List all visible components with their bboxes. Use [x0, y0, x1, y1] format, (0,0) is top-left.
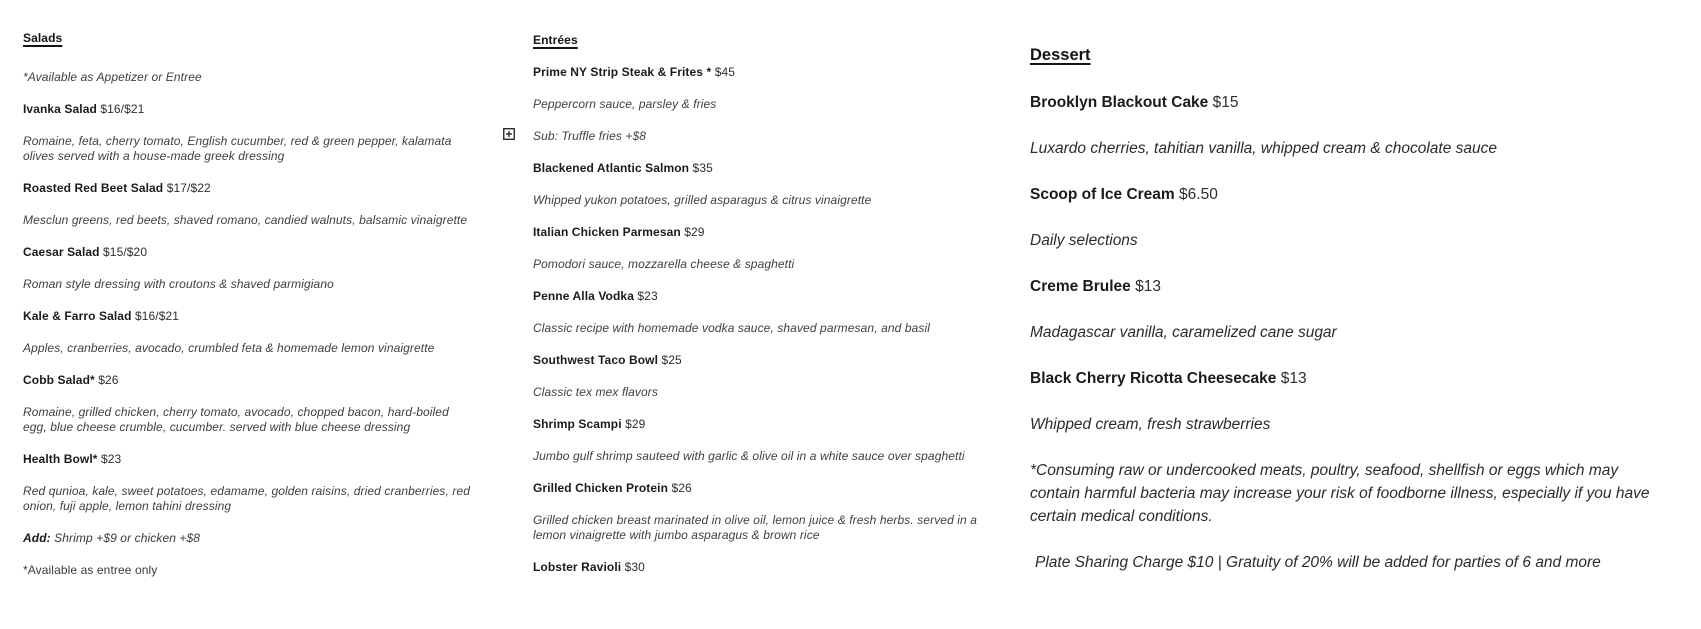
menu-item-price: $13: [1135, 278, 1161, 295]
menu-item-price: $15/$20: [103, 245, 148, 259]
menu-item-name: Lobster Ravioli: [533, 560, 622, 574]
menu-item: [533, 289, 997, 304]
menu-item-description: Daily selections: [1030, 232, 1138, 249]
menu-item-name: Shrimp Scampi: [533, 417, 622, 431]
menu-item: [1030, 91, 1670, 114]
menu-item-description: Romaine, grilled chicken, cherry tomato, avocado, chopped bacon, hard-boiled egg, blue cheese crumble, cucumber. served with blue cheese dressing: [23, 405, 449, 434]
menu-item-description: Madagascar vanilla, caramelized cane sugar: [1030, 324, 1337, 341]
salads-items: [23, 70, 475, 578]
menu-item: [533, 481, 997, 496]
menu-item-price: $16/$21: [134, 309, 180, 323]
menu-item: [23, 102, 475, 117]
plus-square-glyph: [503, 128, 515, 140]
menu-item-name: Ivanka Salad: [23, 102, 97, 116]
menu-item-name: Health Bowl*: [23, 452, 98, 466]
entrees-heading: Entrées: [533, 33, 578, 47]
menu-item-name: Grilled Chicken Protein: [533, 481, 668, 495]
menu-item-description: Grilled chicken breast marinated in olive oil, lemon juice & fresh herbs. served in a lemon vinaigrette with jumbo asparagus & brown rice: [533, 513, 978, 542]
menu-item-description: Peppercorn sauce, parsley & fries: [533, 97, 717, 111]
add-on-lead: Add:: [23, 531, 51, 545]
menu-item-name: Caesar Salad: [23, 245, 100, 259]
menu-item-name: Roasted Red Beet Salad: [23, 181, 164, 195]
menu-item-price: $26: [98, 373, 119, 387]
menu-item-name: Brooklyn Blackout Cake: [1030, 94, 1209, 111]
menu-note: *Available as entree only: [23, 563, 158, 577]
menu-item-description: Red qunioa, kale, sweet potatoes, edamame, golden raisins, dried cranberries, red onion, fuji apple, lemon tahini dressing: [23, 484, 471, 513]
menu-disclaimer: Plate Sharing Charge $10 | Gratuity of 20% will be added for parties of 6 and more: [1035, 554, 1601, 571]
menu-item-price: $26: [671, 481, 692, 495]
menu-item-price: $25: [661, 353, 682, 367]
menu-item-name: Penne Alla Vodka: [533, 289, 634, 303]
menu-item-name: Creme Brulee: [1030, 278, 1131, 295]
menu-item-description: Mesclun greens, red beets, shaved romano, candied walnuts, balsamic vinaigrette: [23, 213, 468, 227]
menu-item: [533, 225, 997, 240]
menu-item-description: Whipped yukon potatoes, grilled asparagus & citrus vinaigrette: [533, 193, 872, 207]
menu-item-name: Kale & Farro Salad: [23, 309, 132, 323]
dessert-items: [1030, 91, 1670, 574]
menu-disclaimer: *Consuming raw or undercooked meats, poultry, seafood, shellfish or eggs which may contain harmful bacteria may increase your risk of foodborne illness, especially if you have certain medical conditions.: [1030, 462, 1650, 525]
menu-item-description: Whipped cream, fresh strawberries: [1030, 416, 1271, 433]
menu-item-price: $29: [684, 225, 705, 239]
menu-item-price: $17/$22: [166, 181, 211, 195]
menu-item-description: Roman style dressing with croutons & shaved parmigiano: [23, 277, 334, 291]
menu-item-name: Blackened Atlantic Salmon: [533, 161, 690, 175]
menu-item-price: $6.50: [1179, 186, 1218, 203]
menu-item: [23, 309, 475, 324]
menu-item: [533, 65, 997, 80]
menu-item-price: $15: [1212, 94, 1239, 111]
salads-heading: Salads: [23, 31, 63, 45]
menu-item-price: $16/$21: [100, 102, 145, 116]
menu-item-price: $35: [692, 161, 713, 175]
menu-item: [533, 353, 997, 368]
menu-add-on-note: [23, 531, 475, 546]
menu-item: [23, 452, 475, 467]
menu-item-description: Romaine, feta, cherry tomato, English cucumber, red & green pepper, kalamata olives served with a house-made greek dressing: [23, 134, 452, 163]
menu-item-name: Black Cherry Ricotta Cheesecake: [1030, 370, 1277, 387]
menu-item-description: Jumbo gulf shrimp sauteed with garlic & olive oil in a white sauce over spaghetti: [533, 449, 965, 463]
add-on-text: Shrimp +$9 or chicken +$8: [50, 531, 201, 545]
menu-item: [533, 417, 997, 432]
menu-note: *Available as Appetizer or Entree: [23, 70, 202, 84]
menu-item-price: $13: [1280, 370, 1307, 387]
add-block-icon[interactable]: [503, 128, 515, 140]
menu-item: [1030, 275, 1670, 298]
menu-item-name: Scoop of Ice Cream: [1030, 186, 1175, 203]
menu-item-description: Apples, cranberries, avocado, crumbled feta & homemade lemon vinaigrette: [23, 341, 435, 355]
menu-item-description: Luxardo cherries, tahitian vanilla, whipped cream & chocolate sauce: [1030, 140, 1497, 157]
entrees-items: [533, 65, 997, 575]
menu-item-name: Prime NY Strip Steak & Frites *: [533, 65, 712, 79]
dessert-column: [1030, 44, 1670, 597]
menu-item: [1030, 367, 1670, 390]
menu-item: [533, 161, 997, 176]
menu-item-name: Italian Chicken Parmesan: [533, 225, 681, 239]
menu-note: Sub: Truffle fries +$8: [533, 129, 647, 143]
menu-item: [533, 560, 997, 575]
menu-item: [1030, 183, 1670, 206]
menu-item-price: $23: [637, 289, 658, 303]
menu-item-description: Pomodori sauce, mozzarella cheese & spaghetti: [533, 257, 795, 271]
dessert-heading: Dessert: [1030, 46, 1091, 64]
menu-item-price: $29: [625, 417, 646, 431]
menu-item-name: Southwest Taco Bowl: [533, 353, 659, 367]
menu-item-price: $45: [714, 65, 736, 79]
menu-item-price: $23: [100, 452, 122, 466]
menu-item-name: Cobb Salad*: [23, 373, 95, 387]
menu-item: [23, 181, 475, 196]
salads-column: [23, 31, 475, 595]
menu-item: [23, 245, 475, 260]
menu-item: [23, 373, 475, 388]
menu-item-description: Classic recipe with homemade vodka sauce, shaved parmesan, and basil: [533, 321, 931, 335]
menu-item-price: $30: [624, 560, 645, 574]
entrees-column: [533, 33, 997, 592]
menu-item-description: Classic tex mex flavors: [533, 385, 658, 399]
